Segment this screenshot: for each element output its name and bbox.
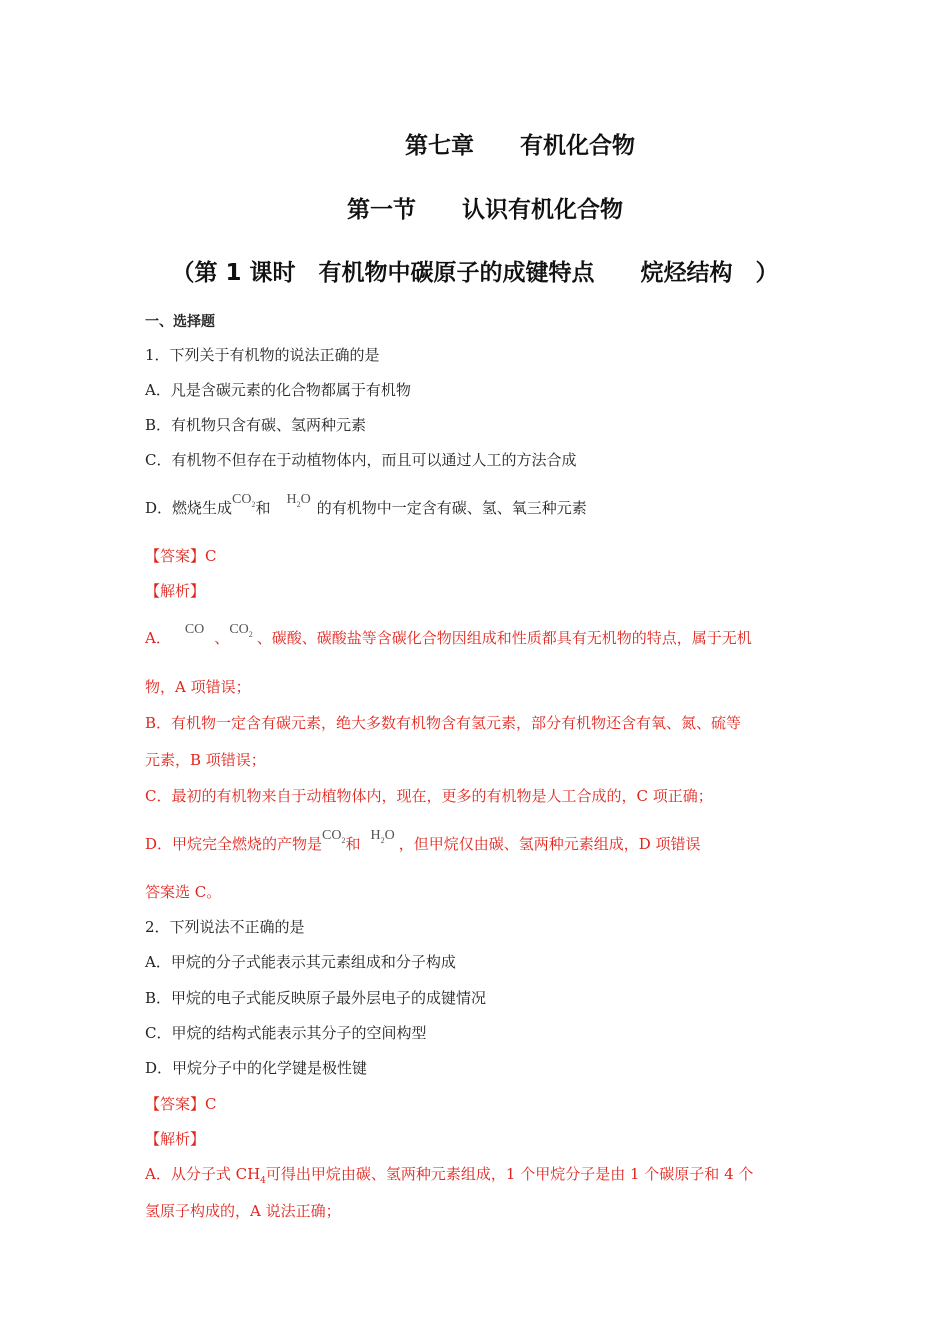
- q1-explanation-b: B．有机物一定含有碳元素，绝大多数有机物含有氢元素，部分有机物还含有氧、氮、硫等: [145, 714, 742, 732]
- q1-stem: 1．下列关于有机物的说法正确的是: [145, 346, 380, 364]
- part-heading: 一、选择题: [145, 314, 215, 330]
- q2-explanation-a: A．从分子式 $CH_4$可得出甲烷由碳、氢两种元素组成，1 个甲烷分子是由 1 个碳原子和 4 个: [145, 1165, 754, 1186]
- q1-option-d-suffix: 的有机物中一定含有碳、氢、氧三种元素: [316, 499, 587, 517]
- q2-option-c: C．甲烷的结构式能表示其分子的空间构型: [145, 1024, 427, 1042]
- q1-option-b: B．有机物只含有碳、氢两种元素: [145, 416, 367, 434]
- q2-stem: 2．下列说法不正确的是: [145, 918, 305, 936]
- chapter-title: 第七章 有机化合物: [405, 133, 635, 159]
- q2-analysis-label: 【解析】: [145, 1130, 206, 1148]
- q2-option-b: B．甲烷的电子式能反映原子最外层电子的成键情况: [145, 989, 487, 1007]
- co2-formula: $CO_2$: [232, 492, 256, 509]
- q1-option-c: C．有机物不但存在于动植物体内，而且可以通过人工的方法合成: [145, 451, 577, 469]
- h2o-formula: $H_2O$: [286, 492, 311, 509]
- co2-formula: $CO_2$: [229, 622, 253, 639]
- q1-analysis-label: 【解析】: [145, 582, 206, 600]
- q1-explanation-a: A． CO 、$CO_2$ 、碳酸、碳酸盐等含碳化合物因组成和性质都具有无机物的特点，属于无机: [145, 622, 752, 647]
- co2-formula: $CO_2$: [322, 828, 346, 845]
- q1-option-d-prefix: D．燃烧生成: [145, 499, 233, 517]
- q1-explanation-b-cont: 元素，B 项错误；: [145, 751, 266, 769]
- q1-explanation-a-cont: 物，A 项错误；: [145, 678, 251, 696]
- q1-explanation-d: D．甲烷完全燃烧的产物是$CO_2$和 $H_2O$ ，但甲烷仅由碳、氢两种元素组成，D 项错误: [145, 828, 701, 853]
- q1-conclusion: 答案选 C。: [145, 883, 222, 901]
- and-word: 和: [255, 499, 271, 517]
- q2-answer: 【答案】C: [145, 1095, 217, 1113]
- q1-option-a: A．凡是含碳元素的化合物都属于有机物: [145, 381, 411, 399]
- q1-explanation-c: C．最初的有机物来自于动植物体内，现在，更多的有机物是人工合成的，C 项正确；: [145, 787, 713, 805]
- section-title: 第一节 认识有机化合物: [347, 197, 623, 223]
- q2-option-d: D．甲烷分子中的化学键是极性键: [145, 1059, 368, 1077]
- lesson-title: （第 1 课时 有机物中碳原子的成键特点 烷烃结构 ）: [171, 260, 779, 286]
- q2-option-a: A．甲烷的分子式能表示其元素组成和分子构成: [145, 953, 456, 971]
- h2o-formula: $H_2O$: [370, 828, 395, 845]
- co-formula: CO: [184, 622, 205, 637]
- q1-option-d: [145, 492, 587, 525]
- q1-answer: 【答案】C: [145, 547, 217, 565]
- q2-explanation-a-cont: 氢原子构成的，A 说法正确；: [145, 1202, 341, 1220]
